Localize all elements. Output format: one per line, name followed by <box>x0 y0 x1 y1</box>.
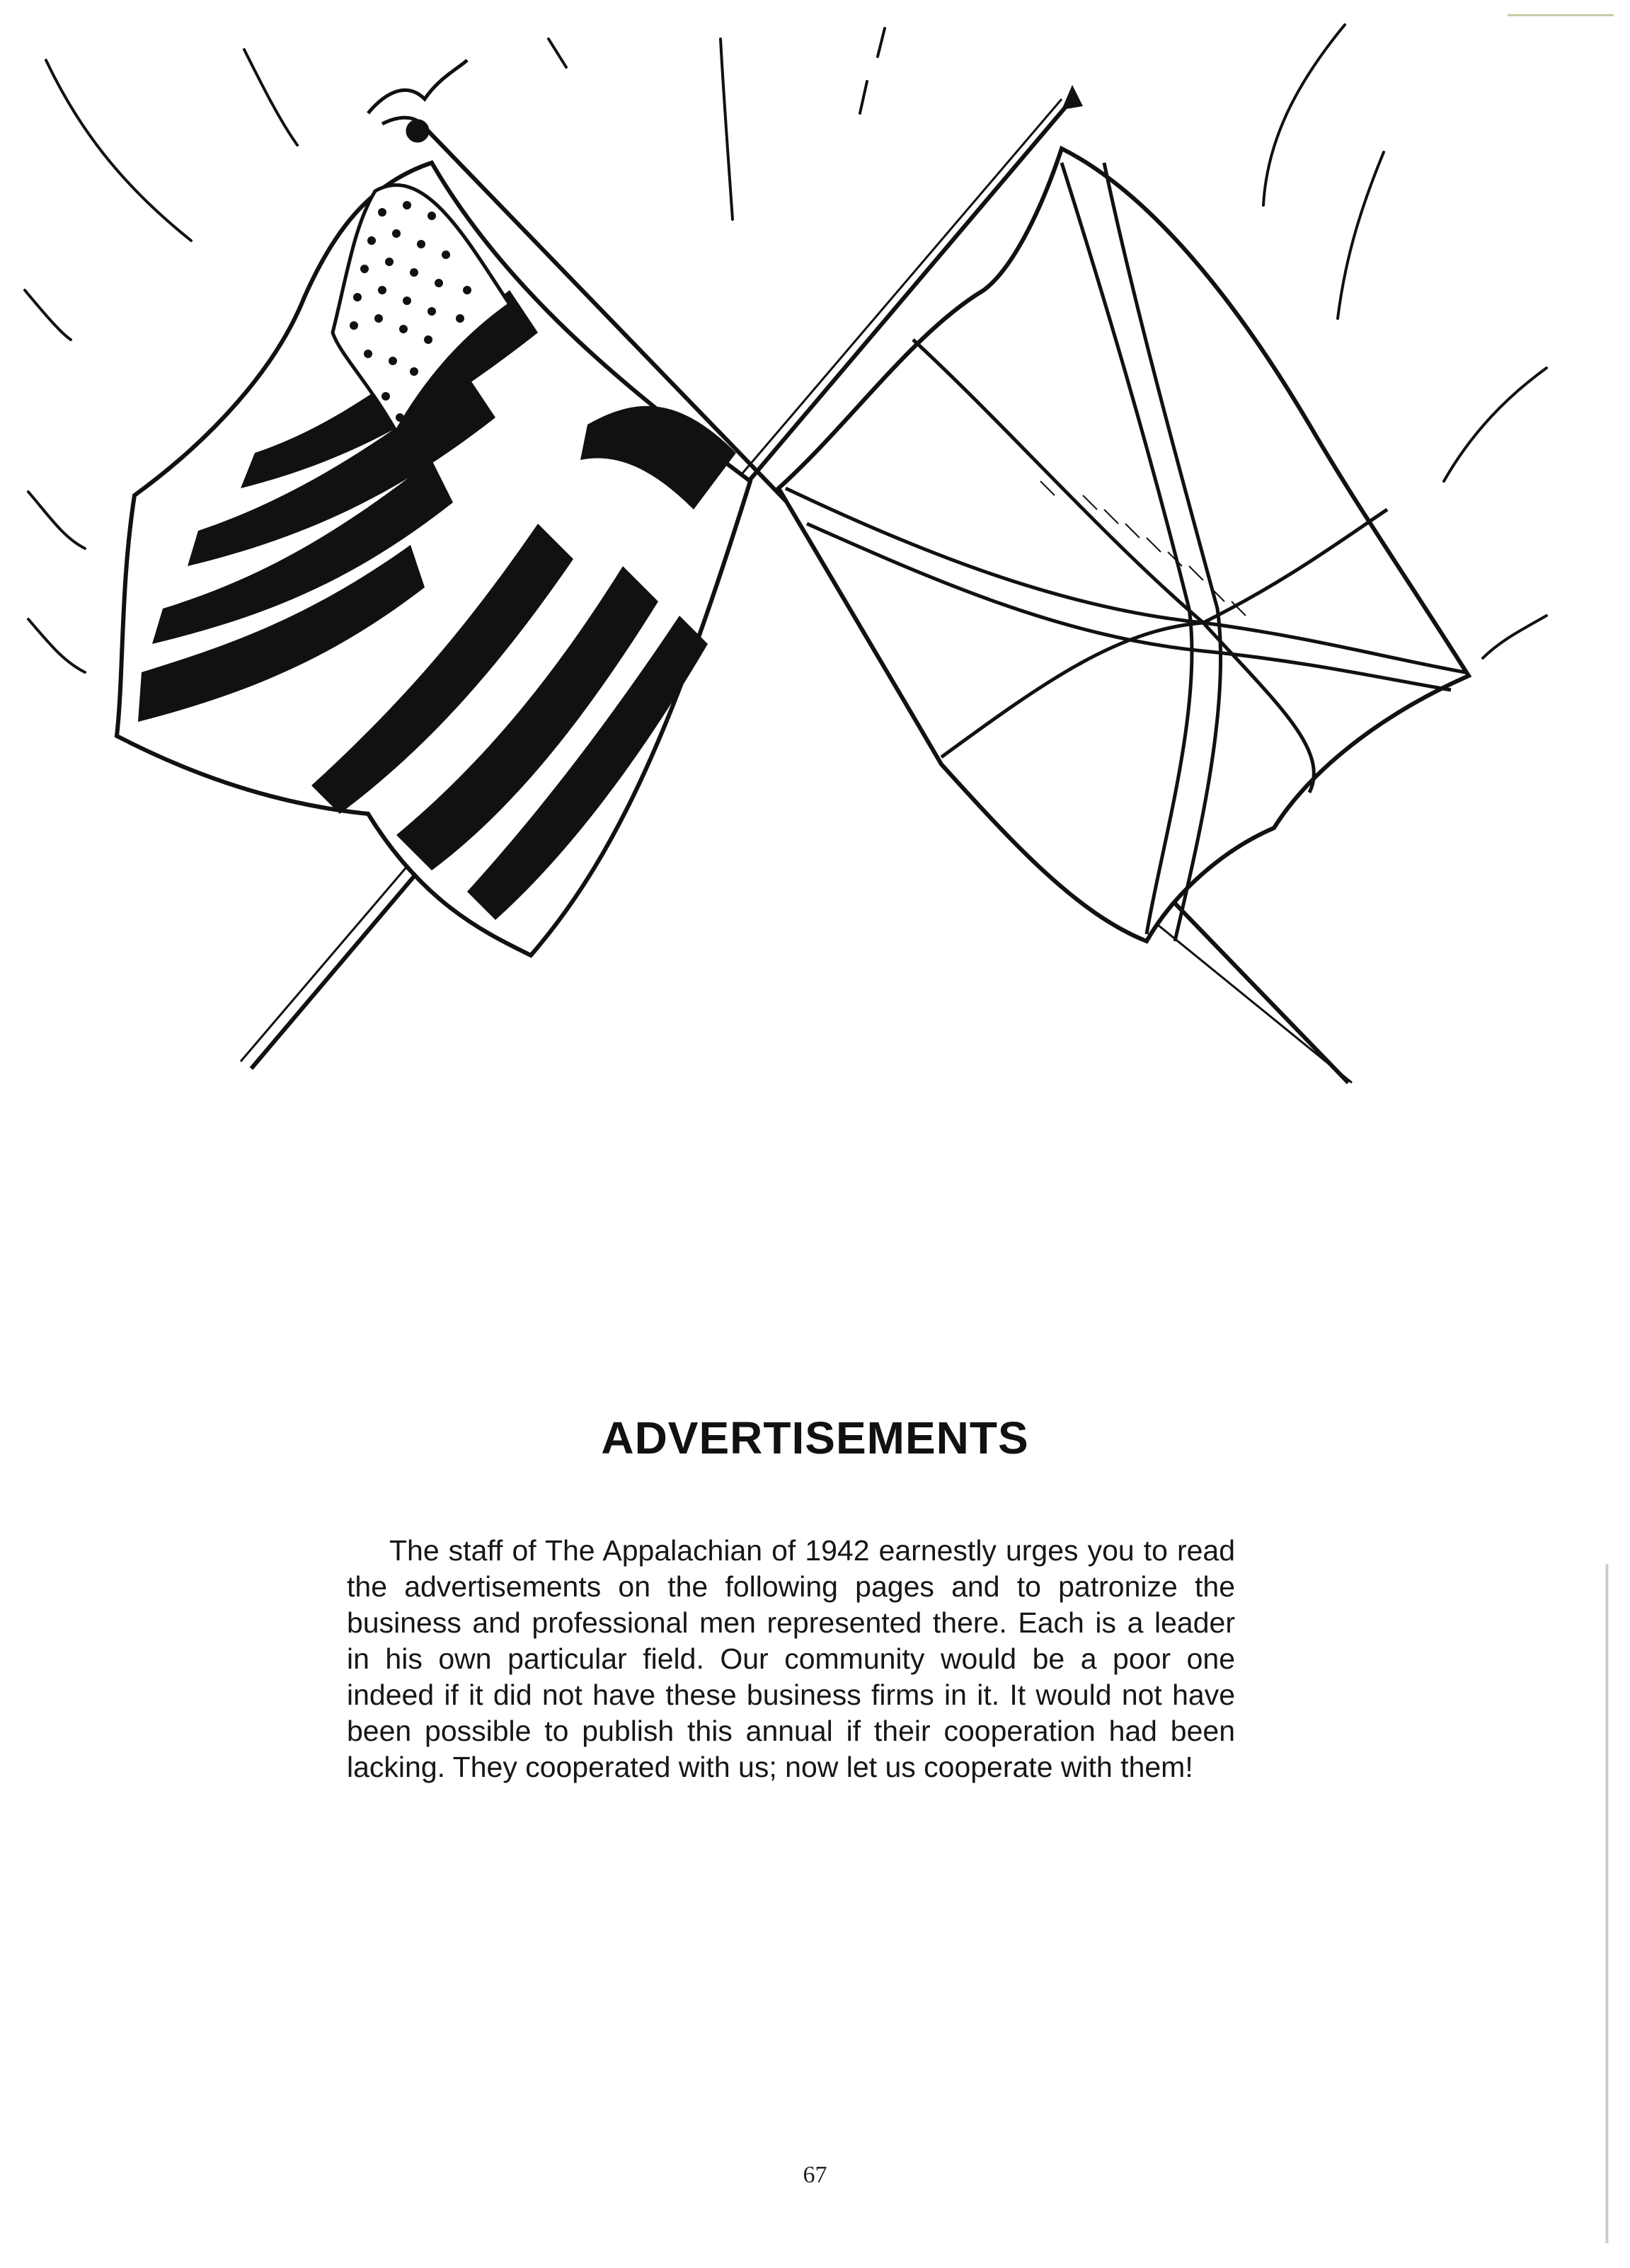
eagle-finial-icon <box>368 60 467 141</box>
crossed-flags-icon <box>0 0 1630 1132</box>
page-title: ADVERTISEMENTS <box>601 1412 1029 1463</box>
scan-edge-shadow <box>1605 1564 1609 2243</box>
union-jack-icon <box>779 149 1469 941</box>
us-flag-icon <box>117 163 750 955</box>
advertisements-intro-paragraph: The staff of The Appalachian of 1942 earnestly urges you to read the advertisements on the following pages and to patronize the business and professional men represented there. Each is a leader in his own particular field. Our community would be a poor one indeed if it did not have these business firms in it. It would not have been possible to publish this annual if their cooperation had been lacking. They cooperated with us; now let us cooperate with them! <box>347 1534 1235 1783</box>
page-number: 67 <box>803 2162 827 2188</box>
